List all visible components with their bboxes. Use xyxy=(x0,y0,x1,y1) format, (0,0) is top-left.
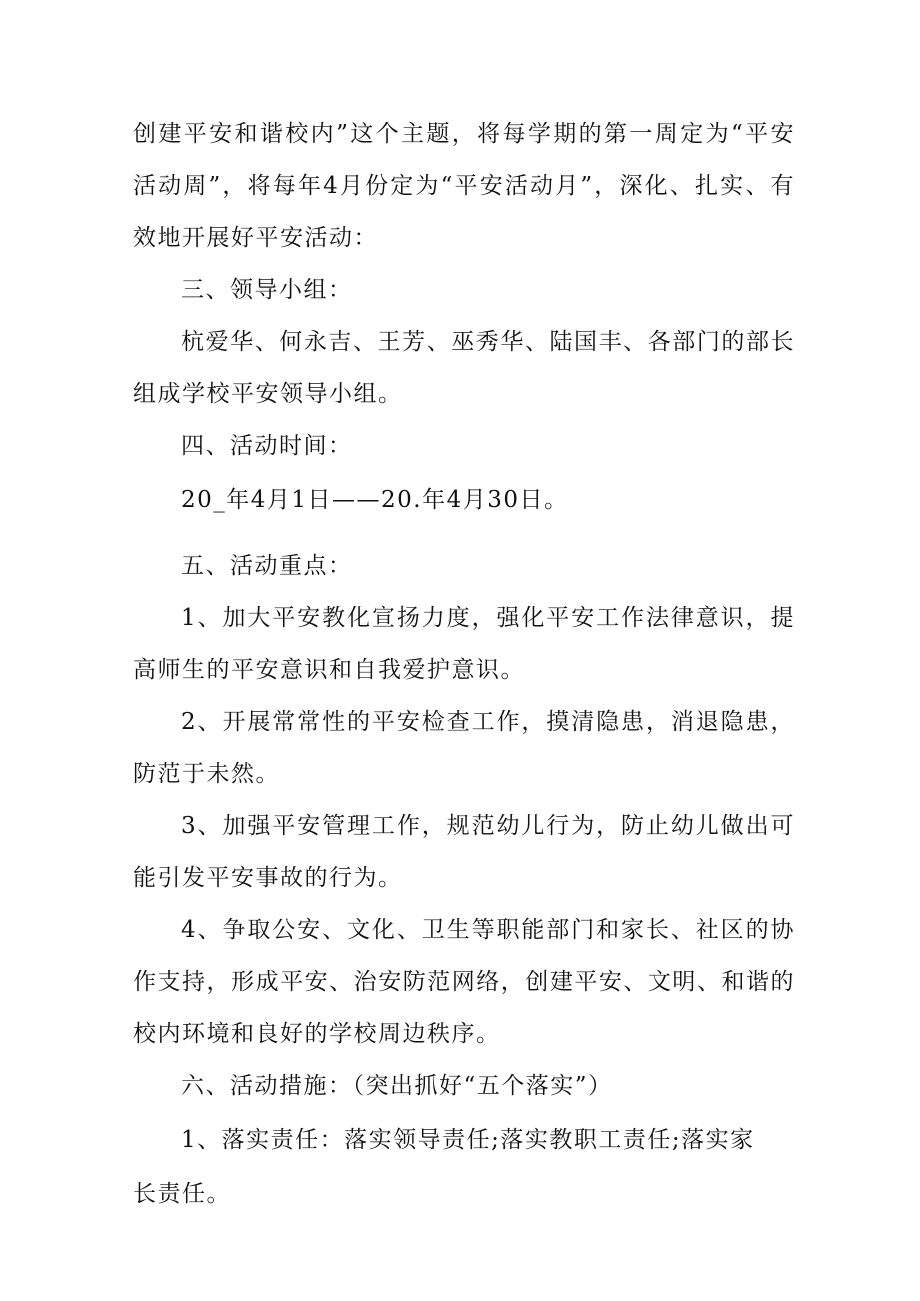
focus-item-3: 3、加强平安管理工作，规范幼儿行为，防止幼儿做出可能引发平安事故的行为。 xyxy=(133,813,795,891)
paragraph-leadership-members: 杭爱华、何永吉、王芳、巫秀华、陆国丰、各部门的部长组成学校平安领导小组。 xyxy=(133,329,795,407)
measure-item-1-line-1: 1、落实责任：落实领导责任;落实教职工责任;落实家 xyxy=(181,1127,755,1153)
paragraph-intro: 创建平安和谐校内”这个主题，将每学期的第一周定为“平安活动周”，将每年4月份定为“平安活动月”，深化、扎实、有效地开展好平安活动： xyxy=(133,121,795,251)
focus-item-4: 4、争取公安、文化、卫生等职能部门和家长、社区的协作支持，形成平安、治安防范网络，创建平安、文明、和谐的校内环境和良好的学校周边秩序。 xyxy=(133,917,795,1047)
heading-leadership-group: 三、领导小组： xyxy=(181,277,353,303)
paragraph-activity-dates: 20_年4月1日——20.年4月30日。 xyxy=(181,487,569,513)
focus-item-1: 1、加大平安教化宣扬力度，强化平安工作法律意识，提高师生的平安意识和自我爱护意识。 xyxy=(133,605,795,683)
measure-item-1-line-2: 长责任。 xyxy=(133,1181,231,1207)
focus-item-2: 2、开展常常性的平安检查工作，摸清隐患，消退隐患，防范于未然。 xyxy=(133,709,795,787)
heading-activity-time: 四、活动时间： xyxy=(181,433,353,459)
heading-activity-measures: 六、活动措施：（突出抓好“五个落实”） xyxy=(181,1073,613,1099)
heading-activity-focus: 五、活动重点： xyxy=(181,553,353,579)
